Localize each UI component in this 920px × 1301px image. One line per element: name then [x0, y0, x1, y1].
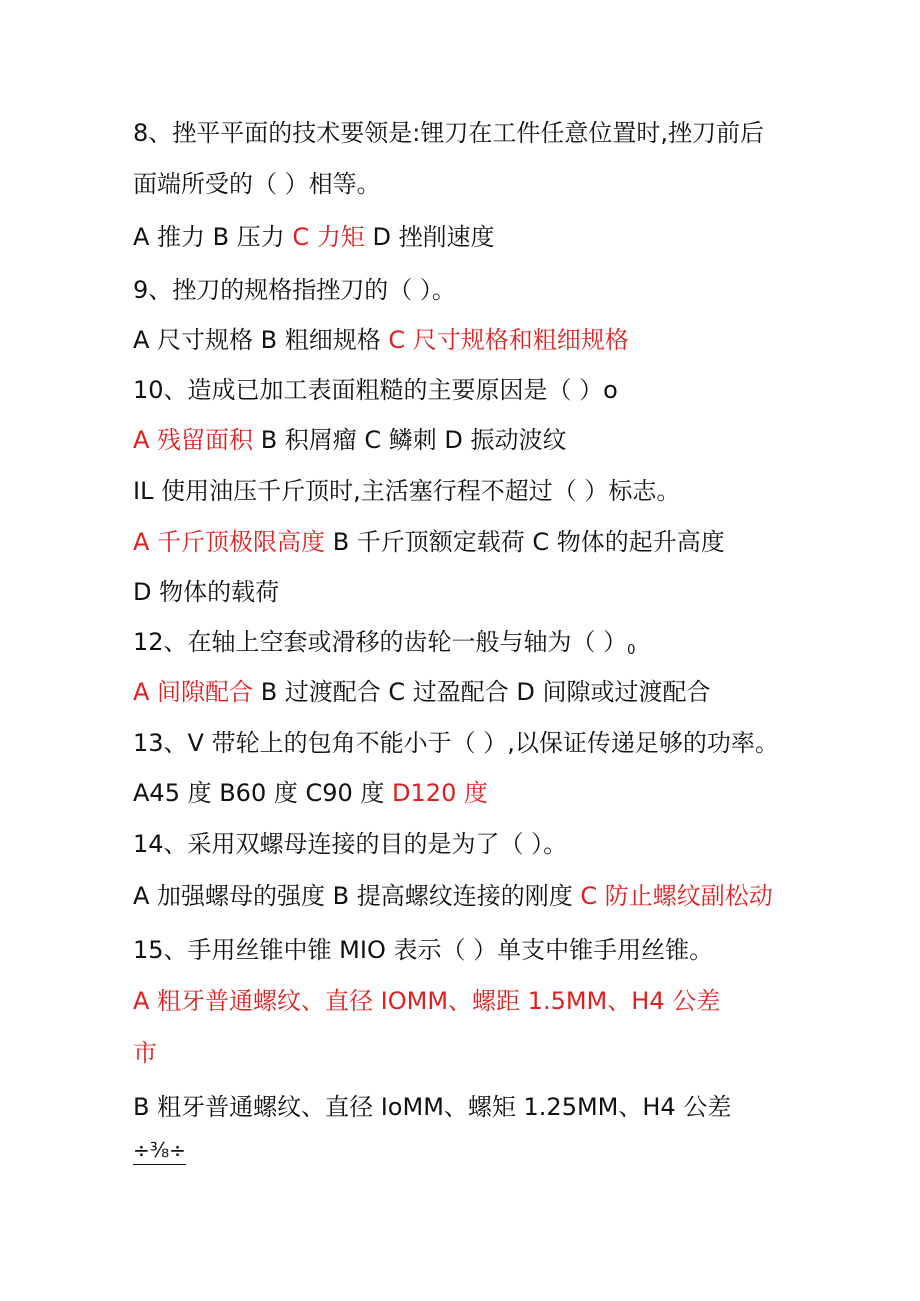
- correct-answer: D120 度: [392, 779, 488, 807]
- question-12-stem: 12、在轴上空套或滑移的齿轮一般与轴为（ ）$_0$: [133, 628, 636, 658]
- question-8-stem-line1: 8、挫平平面的技术要领是:锂刀在工件任意位置时,挫刀前后: [133, 119, 764, 147]
- option-text: B 过渡配合 C 过盈配合 D 间隙或过渡配合: [260, 678, 711, 706]
- question-14-stem: 14、采用双螺母连接的目的是为了（ ）。: [133, 830, 568, 858]
- question-11-option-d: D 物体的载荷: [133, 578, 280, 606]
- question-15-option-a-line1: [133, 986, 720, 1016]
- correct-answer: A 粗牙普通螺纹、直径 IOMM、螺距 1.5MM、H4 公差: [133, 987, 721, 1015]
- question-15-option-b-line1: B 粗牙普通螺纹、直径 IoMM、螺矩 1.25MM、H4 公差: [133, 1093, 732, 1121]
- question-12-options: [133, 677, 711, 707]
- question-8-stem-line2: 面端所受的（ ）相等。: [133, 170, 381, 198]
- question-9-stem: 9、挫刀的规格指挫刀的（ ）。: [133, 276, 456, 304]
- question-10-options: [133, 425, 567, 455]
- option-text: B 积屑瘤 C 鳞刺 D 振动波纹: [260, 426, 567, 454]
- stem-subscript: 0: [627, 643, 636, 658]
- question-15-stem: 15、手用丝锥中锥 MIO 表示（ ）单支中锥手用丝锥。: [133, 936, 714, 964]
- option-text: A 尺寸规格 B 粗细规格: [133, 326, 381, 354]
- question-10-stem: 10、造成已加工表面粗糙的主要原因是（ ）o: [133, 376, 618, 404]
- correct-answer: C 防止螺纹副松动: [580, 882, 773, 910]
- question-9-options: [133, 325, 629, 355]
- question-11-options: [133, 527, 725, 557]
- correct-answer: A 千斤顶极限高度: [133, 528, 326, 556]
- page-footer-mark: ÷⅜÷: [133, 1138, 186, 1165]
- option-text: D 挫削速度: [372, 223, 495, 251]
- option-text: A 加强螺母的强度 B 提高螺纹连接的刚度: [133, 882, 573, 910]
- option-text: B 千斤顶额定载荷 C 物体的起升高度: [332, 528, 725, 556]
- question-8-options: [133, 222, 495, 252]
- correct-answer: A 间隙配合: [133, 678, 254, 706]
- option-text: A45 度 B60 度 C90 度: [133, 779, 385, 807]
- correct-answer: A 残留面积: [133, 426, 254, 454]
- correct-answer: C 尺寸规格和粗细规格: [388, 326, 629, 354]
- question-15-option-a-line2: [133, 1038, 157, 1068]
- question-14-options: [133, 881, 773, 911]
- question-11-stem: IL 使用油压千斤顶时,主活塞行程不超过（ ）标志。: [133, 477, 681, 505]
- question-13-options: [133, 778, 488, 808]
- correct-answer: C 力矩: [292, 223, 365, 251]
- option-text: A 推力 B 压力: [133, 223, 285, 251]
- correct-answer: 市: [133, 1039, 157, 1067]
- question-13-stem: 13、V 带轮上的包角不能小于（ ）,以保证传递足够的功率。: [133, 729, 779, 757]
